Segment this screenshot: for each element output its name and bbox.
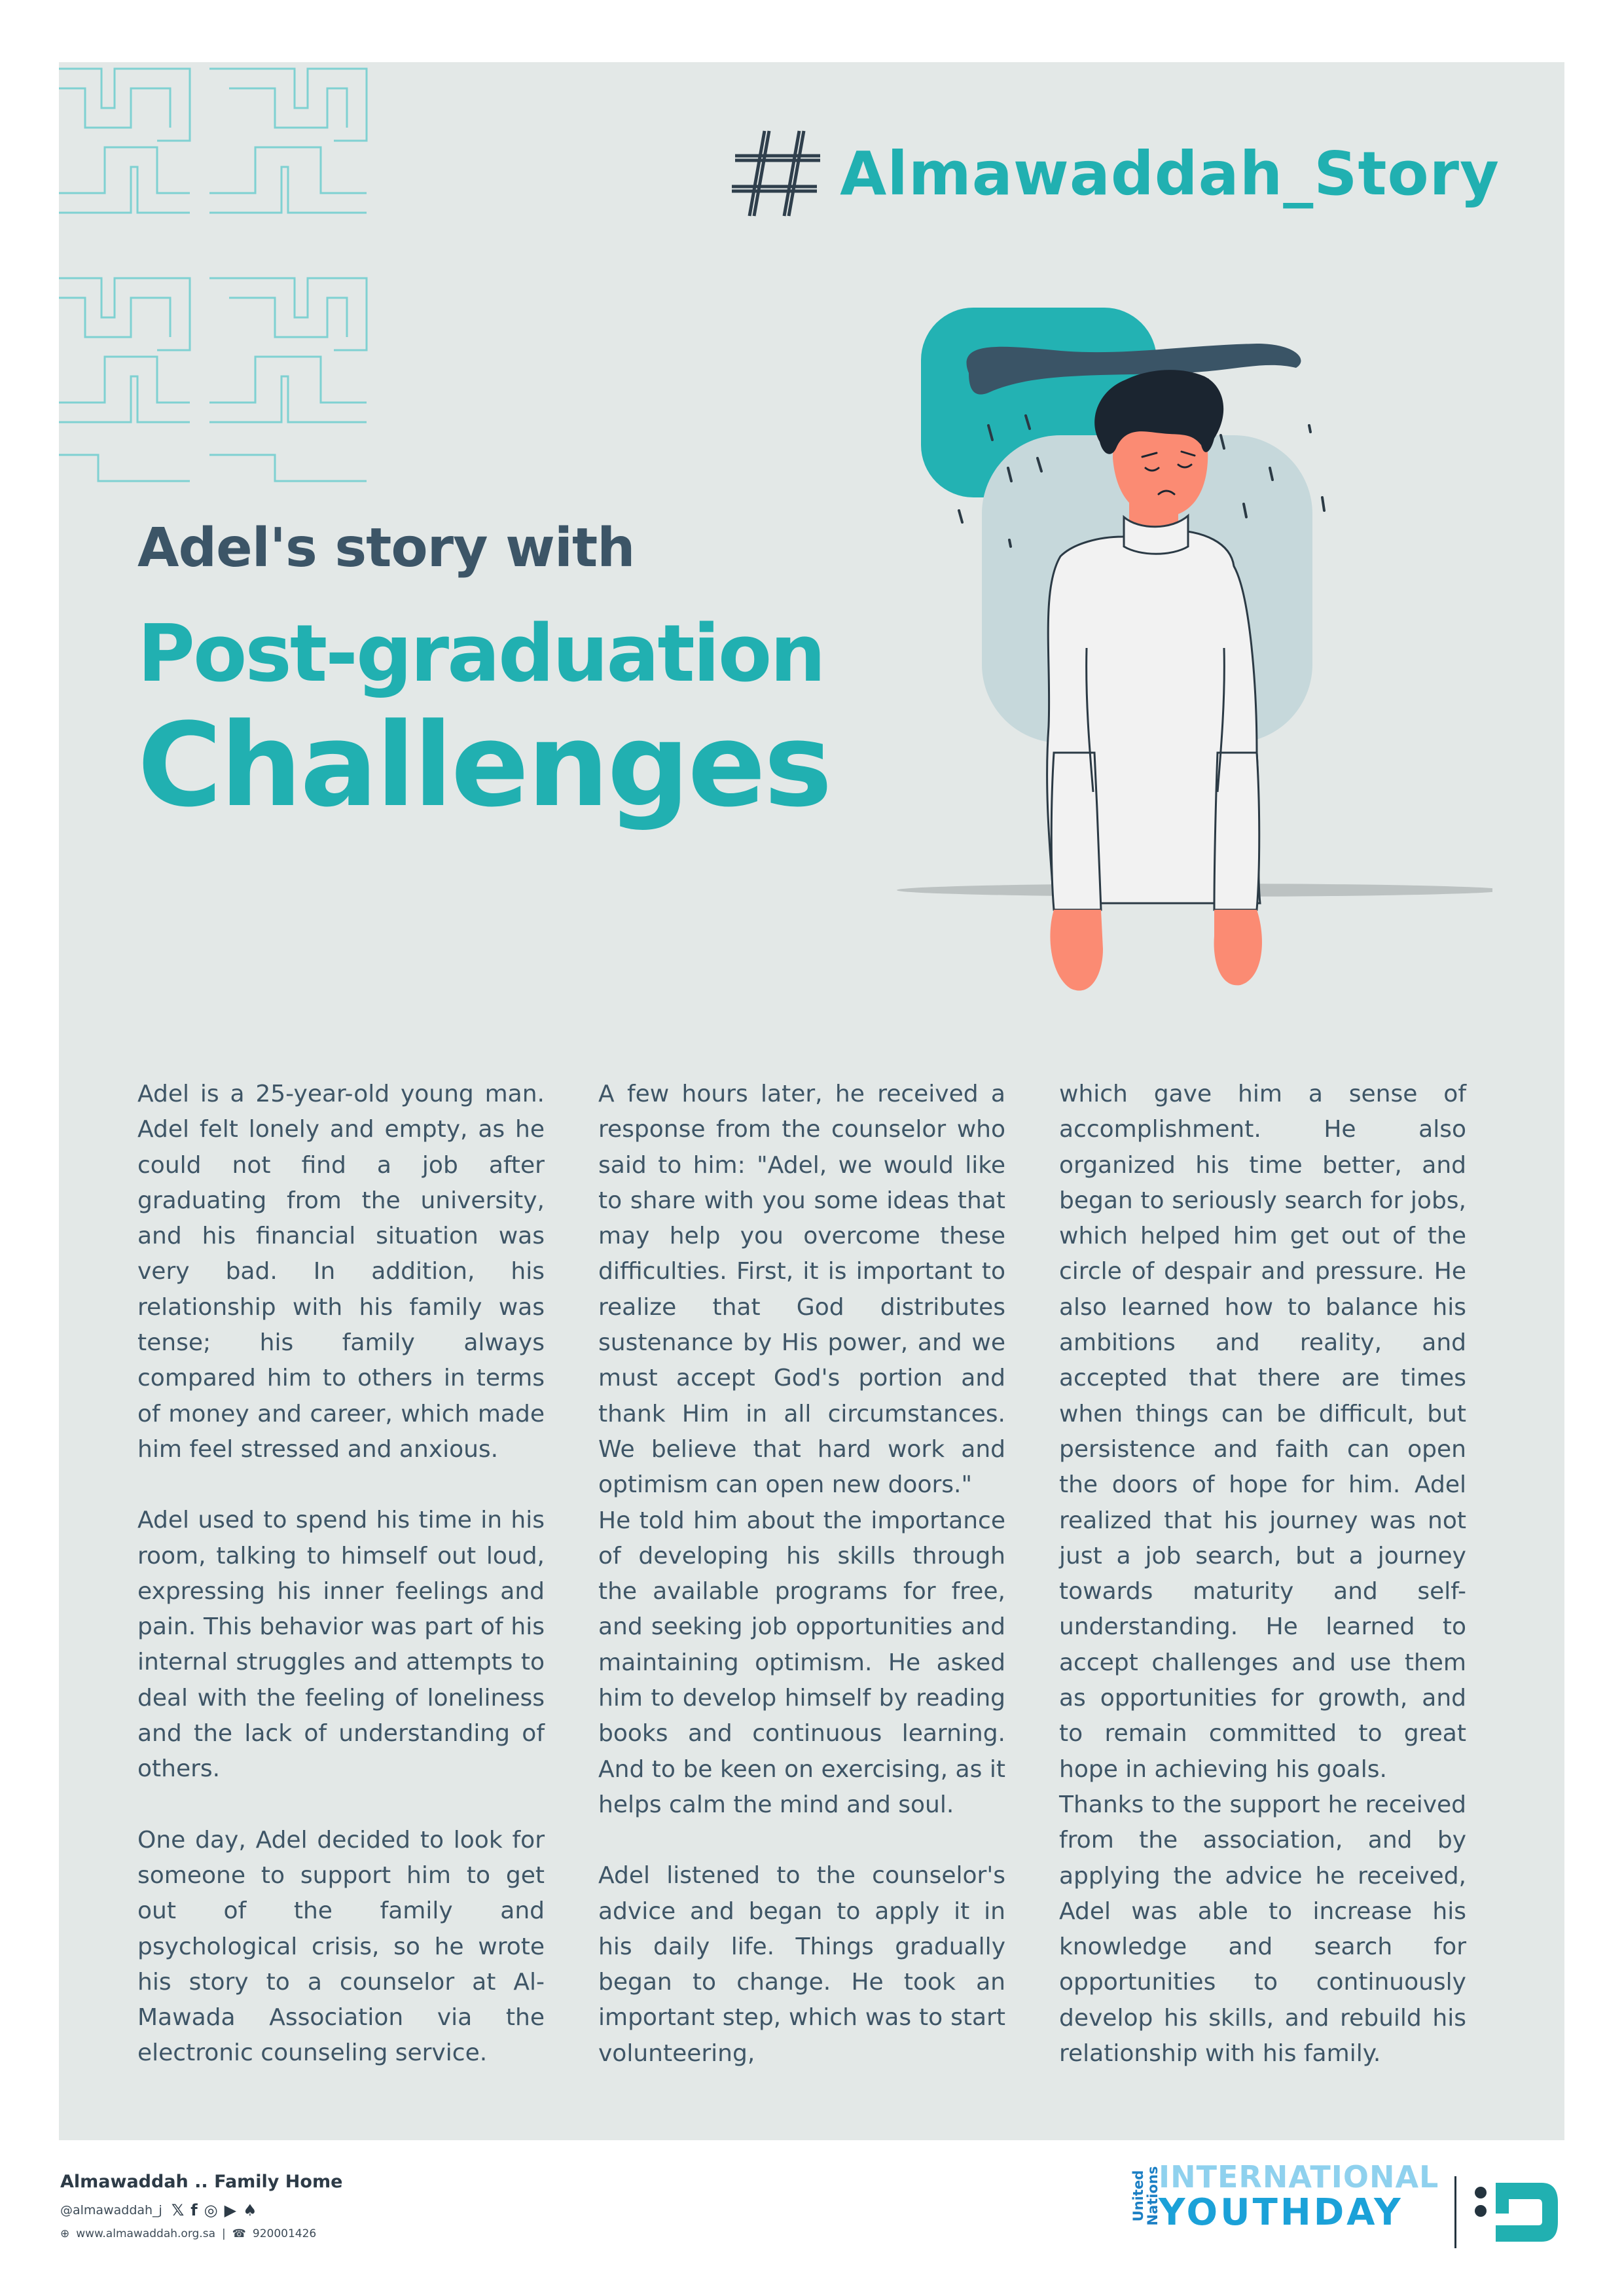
almawaddah-logo-icon (1473, 2173, 1564, 2251)
hashtag-icon (729, 124, 827, 223)
social-icons (171, 2201, 257, 2219)
title-subtitle: Adel's story with (137, 517, 635, 579)
text-column-2 (598, 1077, 1005, 2072)
youtube-icon[interactable]: ▶ (224, 2201, 237, 2219)
paragraph: A few hours later, he received a response from the counselor who said to him: "Adel, we would like to share with you some ideas that may help you overcome these difficulties. First, it is important to realize that God distributes sustenance by His power, and we must accept God's portion and thank Him in all circumstances. We believe that hard work and optimism can open new doors." (598, 1081, 1005, 1499)
social-handle[interactable]: @almawaddah_j (60, 2203, 162, 2217)
decorative-pattern (59, 62, 399, 488)
separator: | (221, 2227, 226, 2240)
paragraph: Thanks to the support he received from the association, and by applying the advice he received, Adel was able to increase his knowledge and search for opportunities to continuously develop his skills, and rebuild his relationship with his family. (1059, 1791, 1466, 2068)
left-hand (1050, 910, 1103, 991)
paragraph: One day, Adel decided to look for someone to support him to get out of the family and psychological crisis, so he wrote his story to a counselor at Al-Mawada Association via the electronic counseling service. (137, 1826, 545, 2067)
contact-row (60, 2227, 342, 2240)
x-icon[interactable]: 𝕏 (171, 2201, 185, 2219)
title-line-1: Post-graduation (137, 609, 824, 700)
story-hashtag (729, 124, 1500, 223)
globe-icon: ⊕ (60, 2227, 70, 2240)
snapchat-icon[interactable]: ♠ (243, 2201, 257, 2219)
paragraph: Adel is a 25-year-old young man. Adel felt lonely and empty, as he could not find a job after graduating from the university, and his financial situation was very bad. In addition, his relationship with his family was tense; his family always compared him to others in terms of money and career, which made him feel stressed and anxious. (137, 1081, 545, 1463)
text-column-3 (1059, 1077, 1466, 2072)
sad-man-illustration (838, 295, 1492, 1014)
phone-icon: ☎ (232, 2227, 246, 2240)
article-title (137, 517, 831, 833)
social-row (60, 2201, 342, 2219)
paragraph: Adel used to spend his time in his room, talking to himself out loud, expressing his inner feelings and pain. This behavior was part of his internal struggles and attempts to deal with the feeling of loneliness and the lack of understanding of others. (137, 1507, 545, 1783)
right-hand (1214, 910, 1262, 985)
text-column-1 (137, 1077, 545, 2072)
right-sleeve (1214, 753, 1259, 910)
article-body (137, 1077, 1466, 2072)
title-line-2: Challenges (137, 698, 831, 833)
organization-name: Almawaddah .. Family Home (60, 2172, 343, 2192)
instagram-icon[interactable]: ◎ (204, 2201, 218, 2219)
paragraph: Adel listened to the counselor's advice and began to apply it in his daily life. Things gradually began to change. He took an important step, which was to start volunteering, (598, 1862, 1005, 2067)
international-youth-day-logo (1113, 2160, 1439, 2232)
facebook-icon[interactable]: f (190, 2201, 198, 2219)
left-sleeve (1051, 753, 1101, 910)
youthday-label: YOUTHDAY (1159, 2191, 1403, 2234)
youth-day-wordmark (1159, 2160, 1439, 2232)
website-link[interactable]: www.almawaddah.org.sa (76, 2227, 215, 2240)
paragraph: which gave him a sense of accomplishment. He also organized his time better, and began to seriously search for jobs, which helped him get out of the circle of despair and pressure. He also learned how to balance his ambitions and reality, and accepted that there are times when things can be difficult, but persistence and faith can open the doors of hope for him. Adel realized that his journey was not just a job search, but a journey towards maturity and self-understanding. He learned to accept challenges and use them as opportunities for growth, and to remain committed to great hope in achieving his goals. (1059, 1081, 1466, 1783)
paragraph: He told him about the importance of developing his skills through the available programs for free, and seeking job opportunities and maintaining optimism. He asked him to develop himself by reading books and continuous learning. And to be keen on exercising, as it helps calm the mind and soul. (598, 1507, 1005, 1818)
international-label: INTERNATIONAL (1159, 2159, 1439, 2195)
footer-contact (60, 2172, 342, 2240)
phone-number[interactable]: 920001426 (252, 2227, 317, 2240)
footer-divider (1454, 2176, 1456, 2248)
hashtag-label: Almawaddah_Story (840, 138, 1500, 209)
united-nations-label: United Nations (1130, 2166, 1161, 2226)
